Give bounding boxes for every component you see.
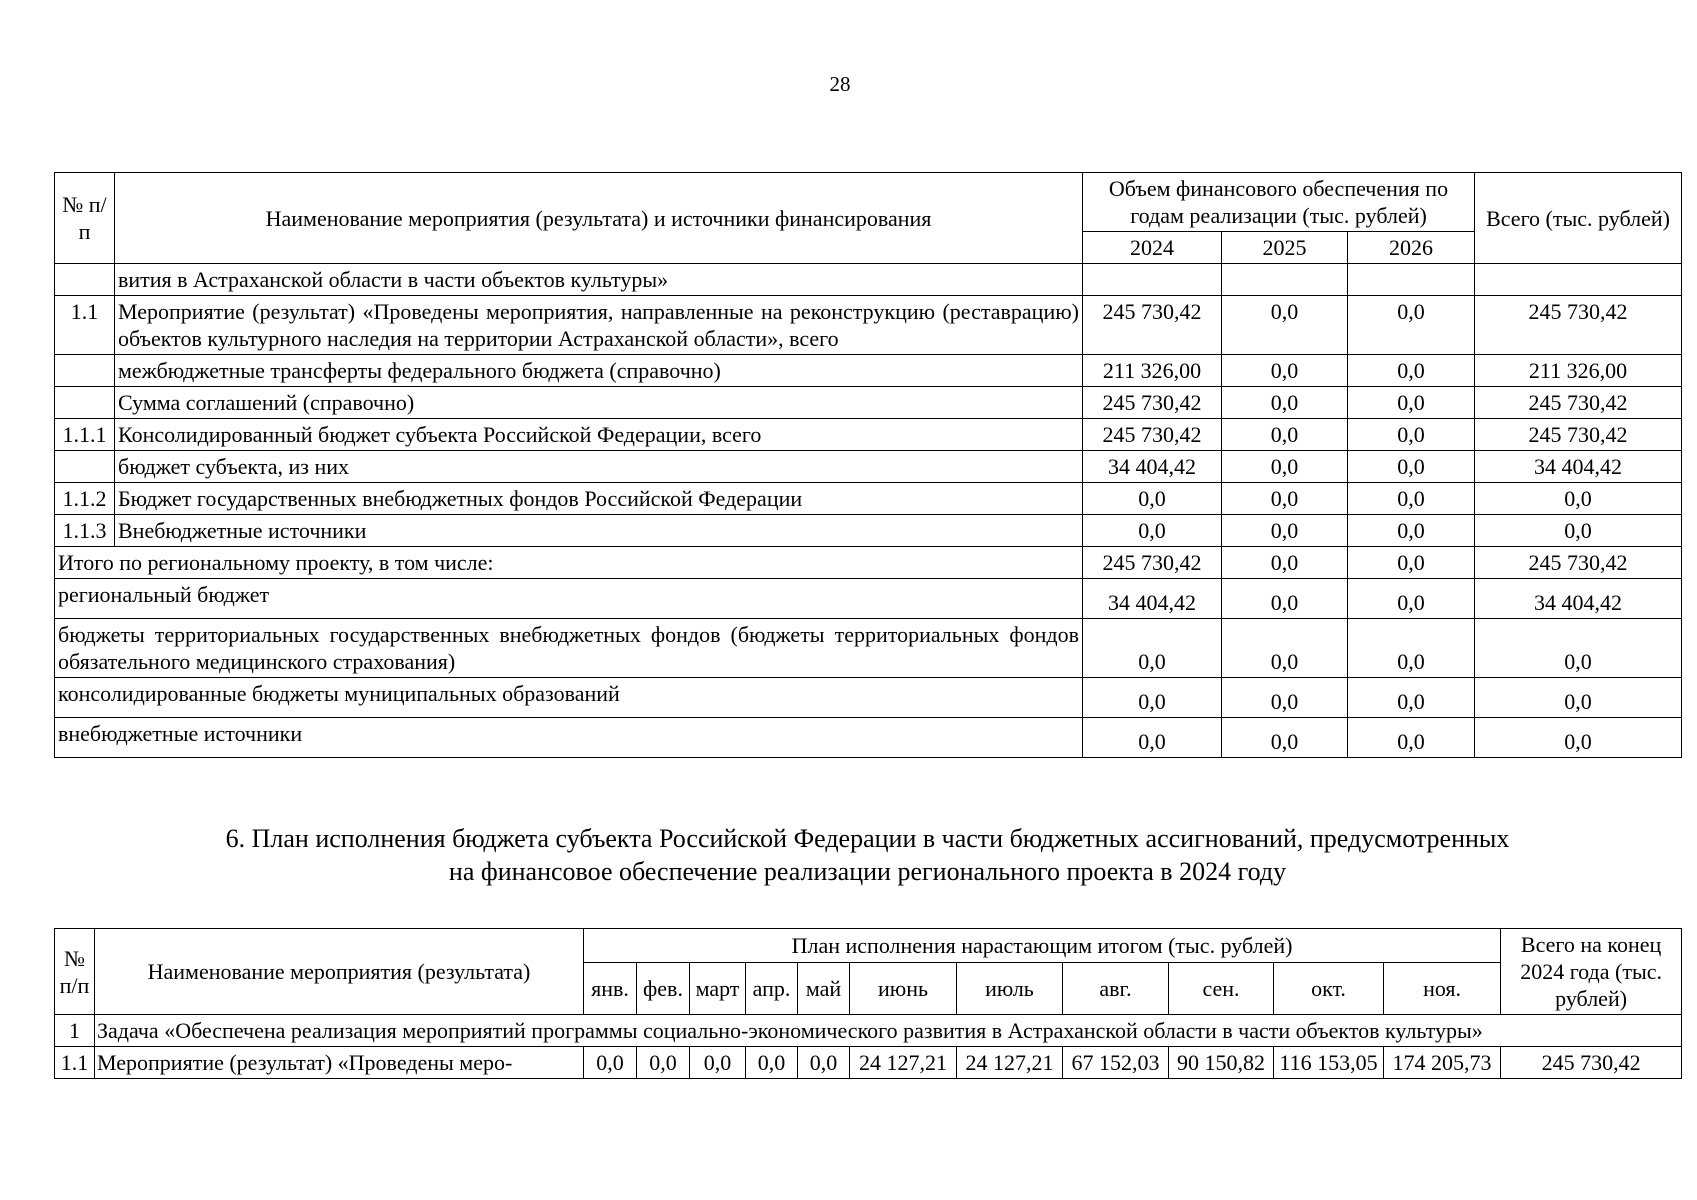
- value-total: 245 730,42: [1475, 296, 1682, 355]
- value-2025: 0,0: [1222, 619, 1348, 678]
- summary-row: [55, 678, 1682, 718]
- col-name-header: Наименование мероприятия (результата): [95, 929, 584, 1015]
- month-header: фев.: [637, 963, 690, 1015]
- value-2026: [1348, 264, 1475, 296]
- value-2024: 245 730,42: [1083, 387, 1222, 419]
- month-value: 67 152,03: [1063, 1047, 1169, 1079]
- value-2026: 0,0: [1348, 678, 1475, 718]
- table-row: [55, 387, 1682, 419]
- value-total: 34 404,42: [1475, 451, 1682, 483]
- row-num: 1.1.1: [55, 419, 115, 451]
- month-value: 116 153,05: [1274, 1047, 1384, 1079]
- value-total: 245 730,42: [1475, 387, 1682, 419]
- value-2025: 0,0: [1222, 419, 1348, 451]
- month-header: май: [798, 963, 850, 1015]
- value-2025: 0,0: [1222, 483, 1348, 515]
- col-total-header: Всего (тыс. рублей): [1475, 173, 1682, 264]
- month-value: 90 150,82: [1169, 1047, 1274, 1079]
- row-name: вития в Астраханской области в части объектов культуры»: [115, 264, 1083, 296]
- value-2025: 0,0: [1222, 355, 1348, 387]
- summary-row: [55, 718, 1682, 758]
- month-value: 24 127,21: [850, 1047, 957, 1079]
- month-header: янв.: [584, 963, 637, 1015]
- month-value: 0,0: [584, 1047, 637, 1079]
- col-total-header: Всего на конец 2024 года (тыс. рублей): [1501, 929, 1682, 1015]
- value-2025: 0,0: [1222, 296, 1348, 355]
- month-value: 24 127,21: [957, 1047, 1063, 1079]
- row-num: 1: [55, 1015, 95, 1047]
- value-2026: 0,0: [1348, 547, 1475, 579]
- table-row: [55, 296, 1682, 355]
- month-value: 0,0: [746, 1047, 798, 1079]
- value-2024: 245 730,42: [1083, 296, 1222, 355]
- month-value: 0,0: [798, 1047, 850, 1079]
- table-row: [55, 264, 1682, 296]
- task-name: Задача «Обеспечена реализация мероприятий программы социально-экономического развития в Астраханской области в части объектов культуры»: [95, 1015, 1682, 1047]
- table-row: [55, 483, 1682, 515]
- task-row: [55, 1015, 1682, 1047]
- value-2026: 0,0: [1348, 483, 1475, 515]
- value-2026: 0,0: [1348, 387, 1475, 419]
- value-2026: 0,0: [1348, 419, 1475, 451]
- row-num: 1.1: [55, 296, 115, 355]
- summary-name: внебюджетные источники: [55, 718, 1083, 758]
- row-name: Бюджет государственных внебюджетных фондов Российской Федерации: [115, 483, 1083, 515]
- value-2024: 0,0: [1083, 678, 1222, 718]
- month-header: окт.: [1274, 963, 1384, 1015]
- year-header: 2026: [1348, 232, 1475, 264]
- year-header: 2025: [1222, 232, 1348, 264]
- value-2025: 0,0: [1222, 387, 1348, 419]
- row-name: Внебюджетные источники: [115, 515, 1083, 547]
- value-2024: 211 326,00: [1083, 355, 1222, 387]
- month-header: март: [690, 963, 746, 1015]
- table-row: [55, 355, 1682, 387]
- value-total: 0,0: [1475, 483, 1682, 515]
- col-num-header: № п/п: [55, 929, 95, 1015]
- financing-header-row: [55, 173, 1682, 232]
- financing-table: [54, 172, 1682, 758]
- section-title-line: 6. План исполнения бюджета субъекта Российской Федерации в части бюджетных ассигнований, предусмотренных: [225, 824, 1510, 853]
- value-total: 245 730,42: [1475, 419, 1682, 451]
- value-2025: 0,0: [1222, 678, 1348, 718]
- value-2024: 34 404,42: [1083, 451, 1222, 483]
- col-volume-header: Объем финансового обеспечения по годам реализации (тыс. рублей): [1083, 173, 1475, 232]
- row-name: бюджет субъекта, из них: [115, 451, 1083, 483]
- table-row: [55, 419, 1682, 451]
- measure-row: [55, 1047, 1682, 1079]
- summary-row: [55, 619, 1682, 678]
- value-total: 0,0: [1475, 678, 1682, 718]
- month-header: сен.: [1169, 963, 1274, 1015]
- row-num: [55, 264, 115, 296]
- summary-name: Итого по региональному проекту, в том числе:: [55, 547, 1083, 579]
- month-header: ноя.: [1384, 963, 1501, 1015]
- value-2026: 0,0: [1348, 619, 1475, 678]
- value-total: 0,0: [1475, 619, 1682, 678]
- row-num: 1.1: [55, 1047, 95, 1079]
- month-header: июнь: [850, 963, 957, 1015]
- row-num: [55, 387, 115, 419]
- summary-name: бюджеты территориальных государственных внебюджетных фондов (бюджеты территориальных фондов обязательного медицинского страхования): [55, 619, 1083, 678]
- value-2026: 0,0: [1348, 296, 1475, 355]
- col-num-header: № п/п: [55, 173, 115, 264]
- page-number: 28: [829, 72, 851, 96]
- value-2025: 0,0: [1222, 547, 1348, 579]
- month-value: 0,0: [690, 1047, 746, 1079]
- value-2025: 0,0: [1222, 579, 1348, 619]
- value-2025: 0,0: [1222, 515, 1348, 547]
- table-row: [55, 451, 1682, 483]
- row-name: Мероприятие (результат) «Проведены мероприятия, направленные на реконструкцию (реставрацию) объектов культурного наследия на территории Астраханской области», всего: [115, 296, 1083, 355]
- month-header: июль: [957, 963, 1063, 1015]
- month-value: 174 205,73: [1384, 1047, 1501, 1079]
- value-2025: 0,0: [1222, 718, 1348, 758]
- section-title-line: на финансовое обеспечение реализации регионального проекта в 2024 году: [448, 857, 1287, 886]
- value-2024: 0,0: [1083, 619, 1222, 678]
- summary-row: [55, 547, 1682, 579]
- year-header: 2024: [1083, 232, 1222, 264]
- value-2025: 0,0: [1222, 451, 1348, 483]
- value-total: 245 730,42: [1475, 547, 1682, 579]
- plan-header-row: [55, 929, 1682, 963]
- month-value: 0,0: [637, 1047, 690, 1079]
- value-2026: 0,0: [1348, 718, 1475, 758]
- row-num: [55, 355, 115, 387]
- value-total: 0,0: [1475, 718, 1682, 758]
- col-plan-header: План исполнения нарастающим итогом (тыс. рублей): [584, 929, 1501, 963]
- value-2026: 0,0: [1348, 355, 1475, 387]
- value-2026: 0,0: [1348, 515, 1475, 547]
- col-name-header: Наименование мероприятия (результата) и источники финансирования: [115, 173, 1083, 264]
- value-total: [1475, 264, 1682, 296]
- value-2026: 0,0: [1348, 451, 1475, 483]
- value-2024: 0,0: [1083, 483, 1222, 515]
- value-2024: 34 404,42: [1083, 579, 1222, 619]
- value-total: 211 326,00: [1475, 355, 1682, 387]
- summary-name: региональный бюджет: [55, 579, 1083, 619]
- table-row: [55, 515, 1682, 547]
- value-2024: 0,0: [1083, 718, 1222, 758]
- value-total: 0,0: [1475, 515, 1682, 547]
- section-6-title: [54, 822, 1681, 888]
- budget-execution-table: [54, 928, 1682, 1079]
- total-value: 245 730,42: [1501, 1047, 1682, 1079]
- row-name: Консолидированный бюджет субъекта Российской Федерации, всего: [115, 419, 1083, 451]
- value-2024: 0,0: [1083, 515, 1222, 547]
- value-2026: 0,0: [1348, 579, 1475, 619]
- row-name: межбюджетные трансферты федерального бюджета (справочно): [115, 355, 1083, 387]
- row-name: Сумма соглашений (справочно): [115, 387, 1083, 419]
- measure-name: Мероприятие (результат) «Проведены меро-: [95, 1047, 584, 1079]
- summary-row: [55, 579, 1682, 619]
- value-2024: 245 730,42: [1083, 419, 1222, 451]
- row-num: [55, 451, 115, 483]
- row-num: 1.1.2: [55, 483, 115, 515]
- row-num: 1.1.3: [55, 515, 115, 547]
- value-2024: [1083, 264, 1222, 296]
- value-2025: [1222, 264, 1348, 296]
- summary-name: консолидированные бюджеты муниципальных образований: [55, 678, 1083, 718]
- value-total: 34 404,42: [1475, 579, 1682, 619]
- value-2024: 245 730,42: [1083, 547, 1222, 579]
- month-header: авг.: [1063, 963, 1169, 1015]
- month-header: апр.: [746, 963, 798, 1015]
